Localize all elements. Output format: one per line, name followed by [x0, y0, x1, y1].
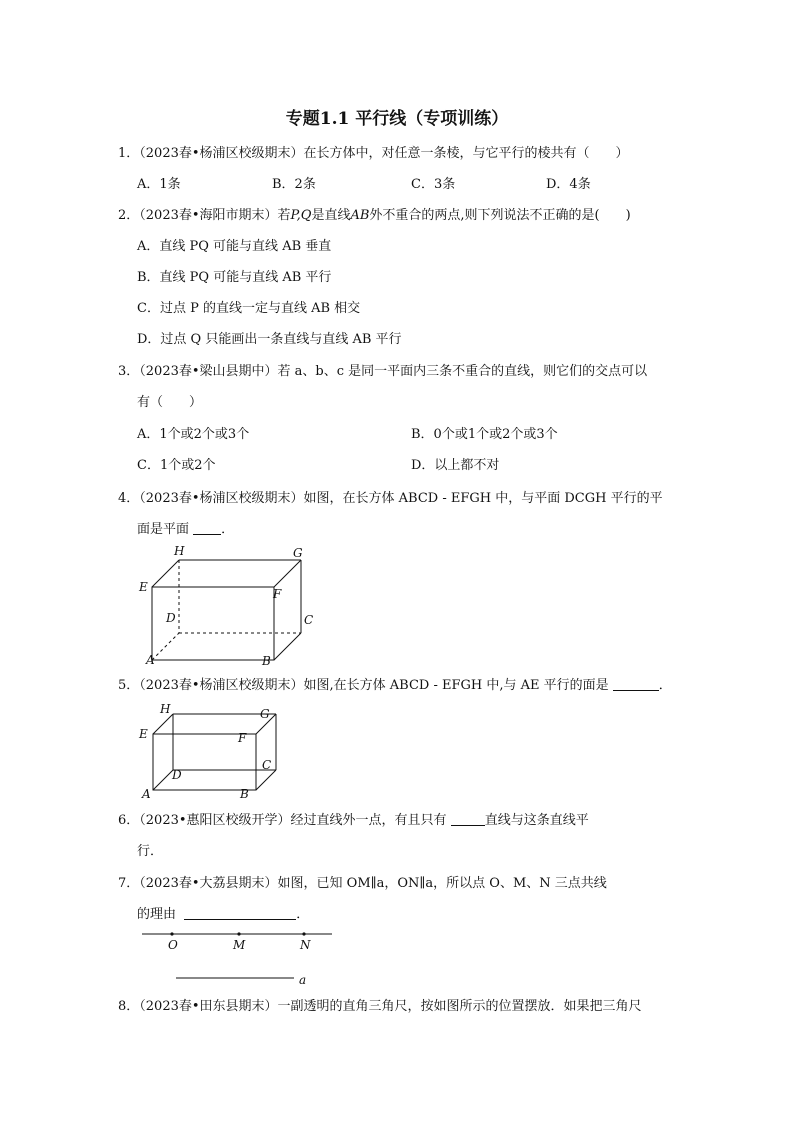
- label-h: H: [160, 702, 171, 716]
- question-text: （2023春•杨浦区校级期末）在长方体中，对任意一条棱，与它平行的棱共有（ ）: [139, 146, 629, 161]
- question-text: （2023春•杨浦区校级期末）如图,在长方体 ABCD - EFGH 中,与 AE 平行的面是: [139, 678, 609, 693]
- q3-option-b: B．0个或1个或2个或3个: [411, 427, 558, 442]
- question-text: 的理由: [137, 907, 177, 922]
- label-o: O: [168, 938, 178, 952]
- label-e: E: [139, 580, 148, 594]
- question-number: 8．: [118, 999, 140, 1014]
- question-number: 1．: [118, 146, 140, 161]
- label-b: B: [262, 654, 271, 668]
- q3-option-d: D．以上都不对: [411, 458, 500, 473]
- label-b: B: [240, 787, 249, 800]
- label-c: C: [262, 758, 272, 772]
- question-5: [118, 677, 672, 695]
- hidden-edge-ad: [153, 770, 173, 790]
- q1-option-b: B．2条: [272, 177, 316, 192]
- question-4-continued: [137, 521, 234, 539]
- period: ．: [296, 907, 310, 922]
- label-n: N: [300, 938, 311, 952]
- question-text: 外不重合的两点,则下列说法不正确的是( ): [369, 208, 631, 223]
- question-4: [118, 490, 663, 508]
- q1-option-d: D．4条: [546, 177, 591, 192]
- question-6: [118, 812, 589, 830]
- label-h: H: [174, 544, 185, 558]
- q1-option-a: A．1条: [137, 177, 181, 192]
- label-e: E: [139, 727, 148, 741]
- question-number: 3．: [118, 364, 140, 379]
- label-g: G: [293, 546, 303, 560]
- q1-option-c: C．3条: [411, 177, 456, 192]
- answer-blank: [613, 678, 659, 691]
- edge-eh: [153, 714, 173, 734]
- question-7-continued: [137, 906, 309, 924]
- question-number: 2．: [118, 208, 140, 223]
- variable: P,Q: [290, 208, 312, 223]
- answer-blank: [451, 813, 485, 826]
- edge-bc: [256, 770, 276, 790]
- page-title: 专题1.1 平行线（专项训练）: [285, 109, 509, 129]
- question-text: （2023春•田东县期末）一副透明的直角三角尺，按如图所示的位置摆放．如果把三角尺: [139, 999, 642, 1014]
- q2-option-d: D．过点 Q 只能画出一条直线与直线 AB 平行: [137, 332, 402, 347]
- edge-fg: [274, 560, 301, 587]
- question-3: [118, 363, 647, 381]
- label-a: a: [299, 973, 307, 987]
- question-text: 面是平面: [137, 522, 190, 537]
- label-g: G: [260, 707, 270, 721]
- q2-option-b: B．直线 PQ 可能与直线 AB 平行: [137, 270, 332, 285]
- question-number: 7．: [118, 876, 140, 891]
- label-f: F: [273, 587, 282, 601]
- question-6-continued: 行．: [137, 844, 164, 859]
- q3-option-a: A．1个或2个或3个: [137, 427, 250, 442]
- variable: AB: [350, 208, 370, 223]
- point-o: [170, 932, 173, 935]
- question-8: [118, 998, 642, 1016]
- label-a: A: [146, 653, 155, 667]
- question-number: 5．: [118, 678, 140, 693]
- question-text: （2023春•杨浦区校级期末）如图，在长方体 ABCD - EFGH 中，与平面 DCGH 平行的平: [139, 491, 663, 506]
- question-number: 6．: [118, 813, 140, 828]
- label-d: D: [166, 611, 176, 625]
- edge-eh: [152, 560, 179, 587]
- label-a: A: [142, 787, 151, 800]
- question-text: 是直线: [311, 208, 351, 223]
- q2-option-c: C．过点 P 的直线一定与直线 AB 相交: [137, 301, 361, 316]
- period: ．: [221, 522, 235, 537]
- edge-bc: [274, 633, 301, 660]
- hidden-edge-ad: [152, 633, 179, 660]
- cuboid-figure-q4: [136, 540, 326, 670]
- question-text: （2023•惠阳区校级开学）经过直线外一点，有且只有: [139, 813, 447, 828]
- q3-option-c: C．1个或2个: [137, 458, 216, 473]
- point-n: [302, 932, 305, 935]
- question-number: 4．: [118, 491, 140, 506]
- question-2: [118, 207, 631, 225]
- cuboid-figure-q5: [136, 700, 281, 800]
- collinear-figure-q7: [136, 925, 346, 993]
- question-text: （2023春•梁山县期中）若 a、b、c 是同一平面内三条不重合的直线，则它们的交点可以: [139, 364, 648, 379]
- q2-option-a: A．直线 PQ 可能与直线 AB 垂直: [137, 239, 332, 254]
- answer-blank: [193, 522, 221, 535]
- answer-blank: [184, 907, 296, 920]
- question-text: （2023春•海阳市期末）若: [139, 208, 291, 223]
- point-m: [237, 932, 240, 935]
- label-m: M: [233, 938, 246, 952]
- question-7: [118, 875, 607, 893]
- question-text: （2023春•大荔县期末）如图，已知 OM∥a，ON∥a，所以点 O、M、N 三点共线: [139, 876, 607, 891]
- period: ．: [658, 678, 672, 693]
- label-f: F: [238, 731, 247, 745]
- question-1: [118, 145, 629, 163]
- question-3-continued: 有（ ）: [137, 395, 203, 410]
- question-text: 直线与这条直线平: [484, 813, 589, 828]
- label-d: D: [172, 768, 182, 782]
- label-c: C: [304, 613, 314, 627]
